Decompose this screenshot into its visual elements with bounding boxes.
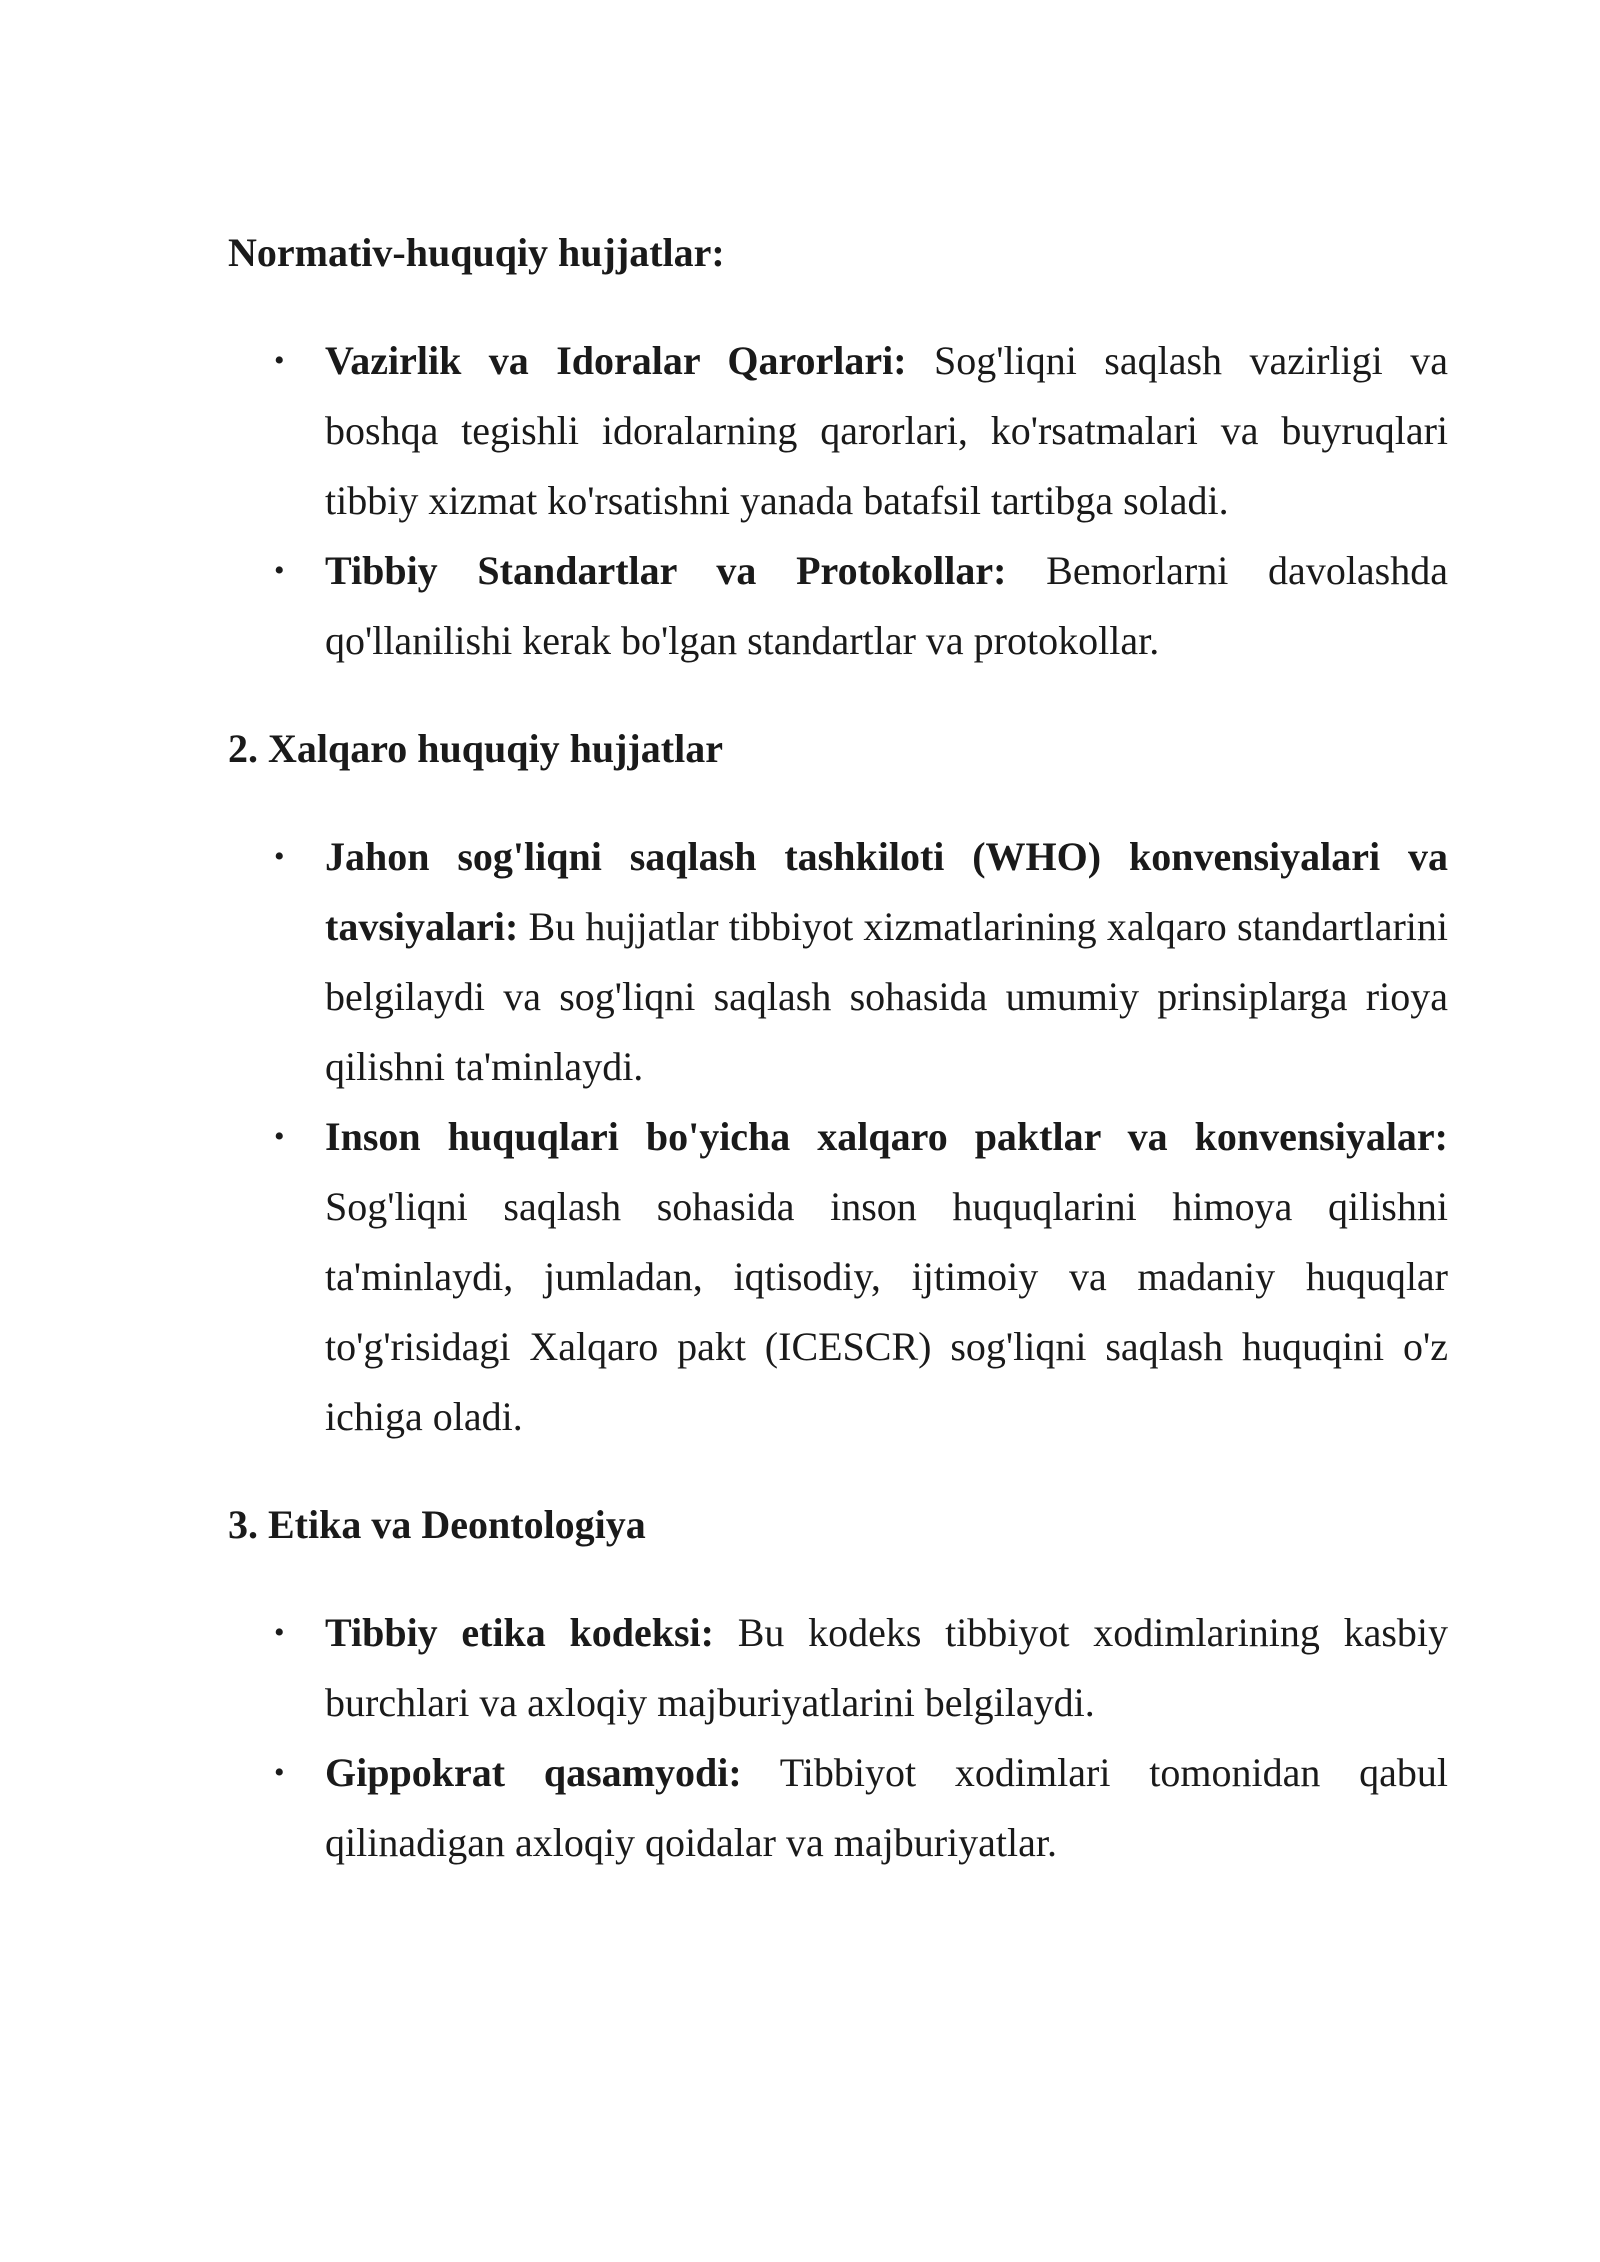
- list-item: [228, 822, 1448, 1102]
- list-item-term: Jahon sog'liqni saqlash tashkiloti (WHO) konvensiyalari va tavsiyalari:: [325, 834, 1448, 949]
- list-item: [228, 1598, 1448, 1738]
- bullet-icon: •: [274, 554, 285, 587]
- section-heading: 3. Etika va Deontologiya: [228, 1502, 646, 1547]
- list-item-term: Inson huquqlari bo'yicha xalqaro paktlar va konvensiyalar:: [325, 1114, 1448, 1159]
- list-item-term: Gippokrat qasamyodi:: [325, 1750, 742, 1795]
- list-item-text: Tibbiyot xodimlari tomonidan qabul qilinadigan axloqiy qoidalar va majburiyatlar.: [325, 1750, 1448, 1865]
- list-item: [228, 536, 1448, 676]
- bullet-icon: •: [274, 1120, 285, 1153]
- bullet-icon: •: [274, 1756, 285, 1789]
- list-item-text: Sog'liqni saqlash vazirligi va boshqa tegishli idoralarning qarorlari, ko'rsatmalari va buyruqlari tibbiy xizmat ko'rsatishni yanada batafsil tartibga soladi.: [325, 338, 1448, 523]
- bullet-icon: •: [274, 344, 285, 377]
- list-item-text: Sog'liqni saqlash sohasida inson huquqlarini himoya qilishni ta'minlaydi, jumladan, iqtisodiy, ijtimoiy va madaniy huquqlar to'g'risidagi Xalqaro pakt (ICESCR) sog'liqni saqlash huquqini o'z ichiga oladi.: [325, 1184, 1448, 1439]
- list-item: [228, 326, 1448, 536]
- bullet-icon: •: [274, 1616, 285, 1649]
- list-item-text: Bemorlarni davolashda qo'llanilishi kerak bo'lgan standartlar va protokollar.: [325, 548, 1448, 663]
- list-item-text: Bu hujjatlar tibbiyot xizmatlarining xalqaro standartlarini belgilaydi va sog'liqni saqlash sohasida umumiy prinsiplarga rioya qilishni ta'minlaydi.: [325, 904, 1448, 1089]
- bullet-icon: •: [274, 840, 285, 873]
- bullet-list: [228, 326, 1448, 676]
- list-item-term: Tibbiy Standartlar va Protokollar:: [325, 548, 1007, 593]
- bullet-list: [228, 1598, 1448, 1878]
- document-page: [228, 218, 1448, 1878]
- list-item: [228, 1102, 1448, 1452]
- list-item: [228, 1738, 1448, 1878]
- list-item-term: Tibbiy etika kodeksi:: [325, 1610, 714, 1655]
- list-item-term: Vazirlik va Idoralar Qarorlari:: [325, 338, 907, 383]
- list-item-text: Bu kodeks tibbiyot xodimlarining kasbiy burchlari va axloqiy majburiyatlarini belgilaydi.: [325, 1610, 1448, 1725]
- bullet-list: [228, 822, 1448, 1452]
- section-heading: 2. Xalqaro huquqiy hujjatlar: [228, 726, 723, 771]
- section-heading: Normativ-huquqiy hujjatlar:: [228, 230, 725, 275]
